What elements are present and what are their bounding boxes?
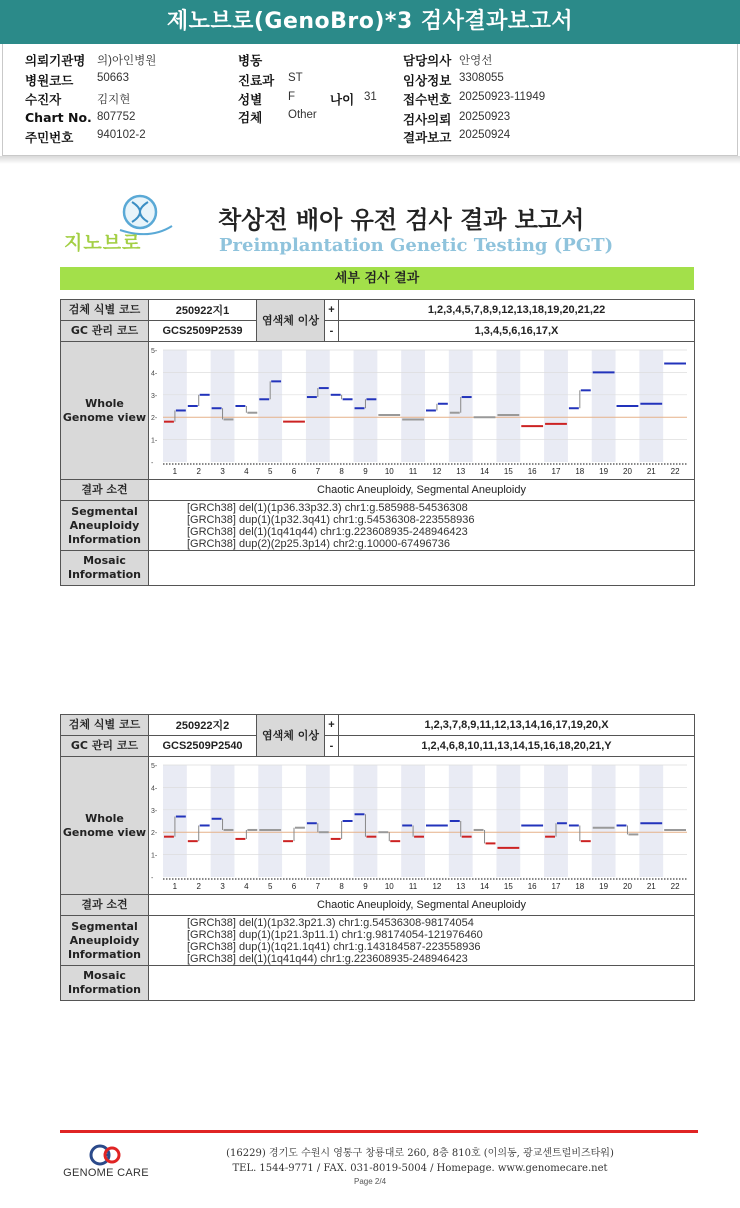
- chromosome-band: [544, 765, 568, 877]
- gain-chromosomes: 1,2,3,7,8,9,11,12,13,14,16,17,19,20,X: [339, 715, 695, 736]
- chromosome-label: 7: [315, 467, 321, 476]
- chromosome-label: 18: [575, 882, 585, 891]
- chromosome-label: 6: [291, 882, 297, 891]
- chromosome-label: 21: [646, 882, 656, 891]
- label-mosaic: Mosaic Information: [61, 551, 149, 586]
- chromosome-band: [258, 765, 282, 877]
- chromosome-label: 18: [575, 467, 585, 476]
- chromosome-label: 8: [339, 467, 344, 476]
- chromosome-label: 4: [244, 467, 249, 476]
- chromosome-label: 1: [172, 467, 178, 476]
- chromosome-band: [496, 350, 520, 462]
- segmental-entry: [GRCh38] dup(1)(1q21.1q41) chr1:g.143184587-223558936: [187, 940, 481, 953]
- genome-care-name: GENOME CARE: [63, 1167, 149, 1179]
- segmental-entry: [GRCh38] del(1)(1q41q44) chr1:g.223608935-248946423: [187, 952, 468, 965]
- chromosome-band: [401, 350, 425, 462]
- report-title-english: Preimplantation Genetic Testing (PGT): [219, 235, 614, 256]
- sample-id-value: 250922지1: [149, 300, 257, 321]
- label-gc-code: GC 관리 코드: [61, 321, 149, 342]
- chromosome-band: [306, 765, 330, 877]
- loss-sign: -: [325, 736, 339, 757]
- panel-shadow: [0, 156, 740, 164]
- chromosome-label: 22: [670, 882, 680, 891]
- chromosome-label: 12: [432, 882, 442, 891]
- footer-address: [160, 1146, 680, 1176]
- genome-care-mark-icon: [60, 1142, 152, 1168]
- sample-result-table: [60, 714, 695, 1001]
- whole-genome-chart: [149, 757, 694, 891]
- patient-field-request-date: 검사의뢰 20250923: [403, 111, 511, 127]
- chromosome-band: [639, 350, 663, 462]
- chromosome-label: 16: [527, 882, 537, 891]
- segmental-entry: [GRCh38] del(1)(1p32.3p21.3) chr1:g.54536308-98174054: [187, 916, 474, 929]
- label-sample-id: 검체 식별 코드: [61, 300, 149, 321]
- y-tick-label: 3-: [151, 807, 158, 815]
- report-title-korean: 착상전 배아 유전 검사 결과 보고서: [218, 206, 585, 234]
- chromosome-label: 17: [551, 882, 561, 891]
- whole-genome-plot-cell: [149, 757, 695, 895]
- y-tick-label: 5-: [151, 348, 158, 355]
- chromosome-label: 5: [267, 882, 273, 891]
- label-finding: 결과 소견: [61, 895, 149, 916]
- segmental-entry: [GRCh38] dup(1)(1p21.3p11.1) chr1:g.98174054-121976460: [187, 928, 483, 941]
- label-finding: 결과 소견: [61, 480, 149, 501]
- chromosome-label: 5: [267, 467, 273, 476]
- chromosome-label: 9: [363, 882, 368, 891]
- patient-field-institution: 의뢰기관명 의)아인병원: [25, 53, 157, 68]
- y-tick-label: 4-: [151, 370, 158, 378]
- loss-chromosomes: 1,3,4,5,6,16,17,X: [339, 321, 695, 342]
- finding-value: Chaotic Aneuploidy, Segmental Aneuploidy: [149, 895, 695, 916]
- mosaic-value: [149, 966, 695, 1001]
- y-tick-label: 1-: [151, 852, 158, 860]
- chromosome-label: 16: [527, 467, 537, 476]
- segmental-entry: [GRCh38] dup(2)(2p25.3p14) chr2:g.10000-67496736: [187, 537, 450, 550]
- y-tick-label: -: [151, 460, 154, 467]
- whole-genome-plot-cell: [149, 342, 695, 480]
- patient-field-name: 수진자 김지현: [25, 92, 131, 107]
- y-tick-label: 2-: [151, 415, 158, 423]
- patient-field-hospital-code: 병원코드 50663: [25, 72, 129, 88]
- chromosome-band: [496, 765, 520, 877]
- patient-field-specimen: 검체 Other: [238, 109, 317, 125]
- chromosome-label: 21: [646, 467, 656, 476]
- chromosome-label: 12: [432, 467, 442, 476]
- label-gc-code: GC 관리 코드: [61, 736, 149, 757]
- patient-field-clinical-info: 임상정보 3308055: [403, 72, 504, 88]
- address-line: (16229) 경기도 수원시 영통구 창룡대로 260, 8층 810호 (이의동, 광교센트럴비즈타워): [226, 1148, 614, 1159]
- segmental-list: [149, 501, 695, 551]
- label-chromosome-abnormality: 염색체 이상: [257, 300, 325, 342]
- patient-info-panel: [2, 44, 738, 156]
- patient-field-department: 진료과 ST: [238, 72, 303, 88]
- chromosome-band: [592, 350, 616, 462]
- patient-field-report-date: 결과보고 20250924: [403, 129, 511, 145]
- loss-chromosomes: 1,2,4,6,8,10,11,13,14,15,16,18,20,21,Y: [339, 736, 695, 757]
- patient-field-sex: 성별 F: [238, 91, 296, 107]
- y-tick-label: 1-: [151, 437, 158, 445]
- chromosome-label: 14: [480, 467, 489, 476]
- chromosome-label: 20: [623, 882, 632, 891]
- chromosome-label: 6: [291, 467, 297, 476]
- chromosome-label: 19: [599, 467, 609, 476]
- chromosome-label: 3: [220, 467, 225, 476]
- gc-code-value: GCS2509P2539: [149, 321, 257, 342]
- label-sample-id: 검체 식별 코드: [61, 715, 149, 736]
- section-title-detailed-results: 세부 검사 결과: [60, 267, 694, 290]
- chromosome-label: 2: [196, 467, 201, 476]
- chromosome-band: [211, 350, 235, 462]
- chromosome-label: 9: [363, 467, 368, 476]
- whole-genome-chart: [149, 342, 694, 476]
- logo-text: 지노브로: [64, 232, 142, 254]
- chromosome-label: 8: [339, 882, 344, 891]
- chromosome-band: [592, 765, 616, 877]
- patient-field-receipt-no: 접수번호 20250923-11949: [403, 91, 546, 107]
- gain-chromosomes: 1,2,3,4,5,7,8,9,12,13,18,19,20,21,22: [339, 300, 695, 321]
- y-tick-label: 2-: [151, 830, 158, 838]
- segmental-list: [149, 916, 695, 966]
- segmental-entry: [GRCh38] del(1)(1p36.33p32.3) chr1:g.585988-54536308: [187, 501, 468, 514]
- chromosome-label: 15: [503, 882, 513, 891]
- chromosome-label: 1: [172, 882, 178, 891]
- chromosome-label: 19: [599, 882, 609, 891]
- chromosome-label: 13: [456, 882, 466, 891]
- chromosome-label: 10: [384, 882, 394, 891]
- label-chromosome-abnormality: 염색체 이상: [257, 715, 325, 757]
- chromosome-label: 14: [480, 882, 489, 891]
- patient-field-age: 나이 31: [330, 91, 377, 107]
- label-segmental-aneuploidy: Segmental Aneuploidy Information: [61, 916, 149, 966]
- patient-field-doctor: 담당의사 안영선: [403, 53, 493, 68]
- genobro-logo: [60, 190, 180, 260]
- chromosome-band: [258, 350, 282, 462]
- chromosome-label: 22: [670, 467, 680, 476]
- patient-field-ward: 병동: [238, 53, 263, 68]
- chromosome-band: [163, 350, 187, 462]
- y-tick-label: -: [151, 875, 154, 882]
- chromosome-label: 4: [244, 882, 249, 891]
- footer-divider: [60, 1130, 698, 1133]
- page-number: Page 2/4: [353, 1177, 387, 1186]
- sample-id-value: 250922지2: [149, 715, 257, 736]
- patient-field-resident-no: 주민번호 940102-2: [25, 129, 146, 145]
- label-segmental-aneuploidy: Segmental Aneuploidy Information: [61, 501, 149, 551]
- chromosome-label: 15: [503, 467, 513, 476]
- chromosome-label: 3: [220, 882, 225, 891]
- chromosome-label: 13: [456, 467, 466, 476]
- chromosome-label: 2: [196, 882, 201, 891]
- segmental-entry: [GRCh38] dup(1)(1p32.3q41) chr1:g.54536308-223558936: [187, 513, 475, 526]
- chromosome-band: [639, 765, 663, 877]
- chromosome-label: 11: [408, 882, 418, 891]
- label-mosaic: Mosaic Information: [61, 966, 149, 1001]
- contact-line: TEL. 1544-9771 / FAX. 031-8019-5004 / Homepage. www.genomecare.net: [232, 1163, 608, 1174]
- label-whole-genome-view: Whole Genome view: [61, 757, 149, 895]
- chromosome-band: [401, 765, 425, 877]
- patient-field-chart-no: Chart No. 807752: [25, 110, 136, 125]
- sample-result-table: [60, 299, 695, 586]
- chromosome-band: [306, 350, 330, 462]
- loss-sign: -: [325, 321, 339, 342]
- finding-value: Chaotic Aneuploidy, Segmental Aneuploidy: [149, 480, 695, 501]
- chromosome-label: 11: [408, 467, 418, 476]
- y-tick-label: 4-: [151, 785, 158, 793]
- gain-sign: +: [325, 715, 339, 736]
- gain-sign: +: [325, 300, 339, 321]
- label-whole-genome-view: Whole Genome view: [61, 342, 149, 480]
- gc-code-value: GCS2509P2540: [149, 736, 257, 757]
- chromosome-label: 20: [623, 467, 632, 476]
- y-tick-label: 3-: [151, 392, 158, 400]
- mosaic-value: [149, 551, 695, 586]
- chromosome-band: [544, 350, 568, 462]
- report-header-title: 제노브로(GenoBro)*3 검사결과보고서: [0, 0, 740, 44]
- y-tick-label: 5-: [151, 763, 158, 770]
- chromosome-label: 10: [384, 467, 394, 476]
- chromosome-label: 7: [315, 882, 321, 891]
- chromosome-label: 17: [551, 467, 561, 476]
- segmental-entry: [GRCh38] del(1)(1q41q44) chr1:g.223608935-248946423: [187, 525, 468, 538]
